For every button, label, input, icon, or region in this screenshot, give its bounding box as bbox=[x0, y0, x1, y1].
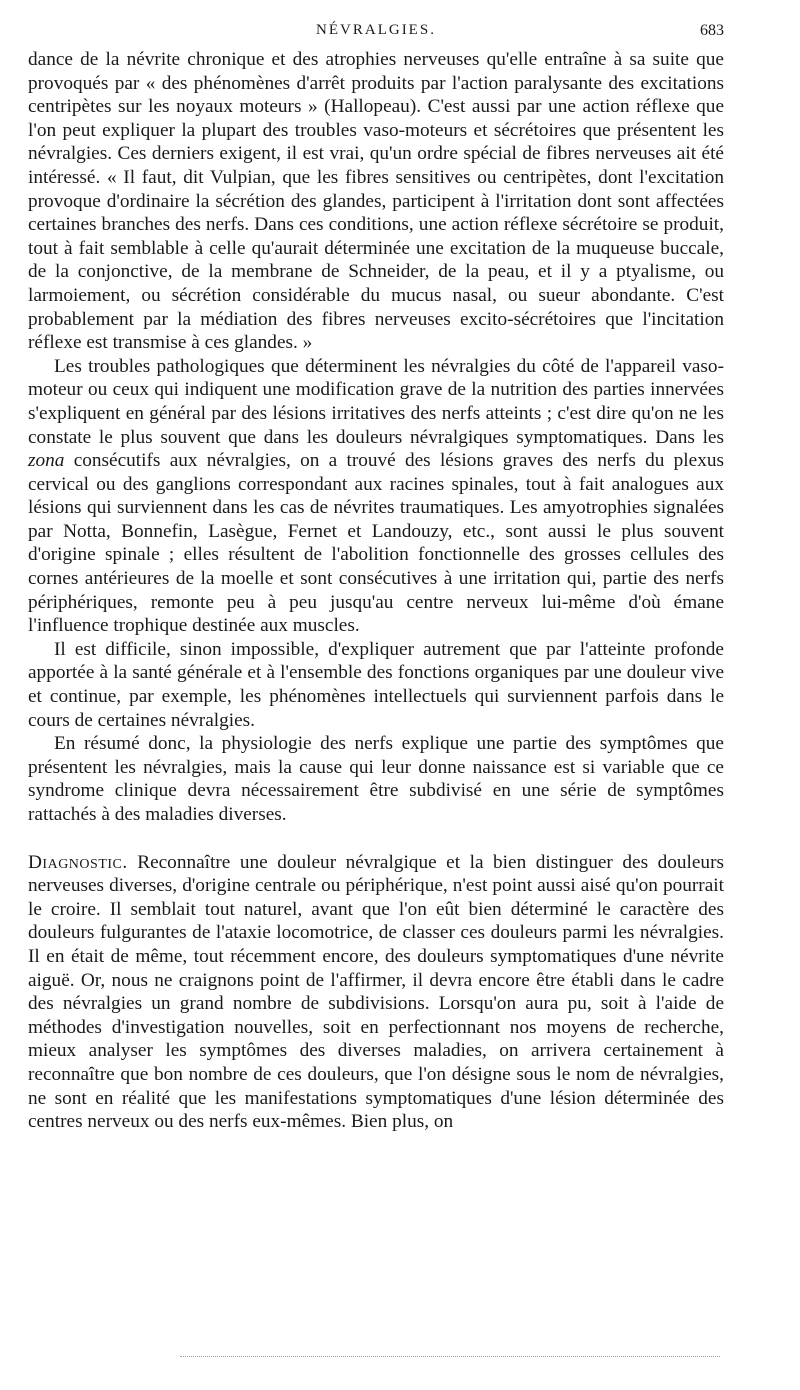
book-page bbox=[28, 22, 724, 1134]
paragraph-2-italic-term: zona bbox=[28, 450, 65, 472]
paragraph-2-text-before: Les troubles pathologiques que déterminent les névralgies du côté de l'appareil vaso-moteur ou ceux qui indiquent une modification grave de la nutrition des parties innervées s'expliquent en général par des lésions irritatives des nerfs atteints ; c'est dire qu'on ne les constate le plus souvent que dans les douleurs névralgiques symptomatiques. Dans les bbox=[28, 355, 724, 448]
diagnostic-heading: Diagnostic. bbox=[28, 851, 128, 873]
diagnostic-text: Reconnaître une douleur névralgique et la bien distinguer des douleurs nerveuses diverses, d'origine centrale ou périphérique, n'est point aussi aisé qu'on pourrait le croire. Il semblait tout naturel, avant que l'on eût bien déterminé le caractère des douleurs fulgurantes de l'ataxie locomotrice, de classer ces douleurs parmi les névralgies. Il en était de même, tout récemment encore, des douleurs symptomatiques d'une névrite aiguë. Or, nous ne craignons point de l'affirmer, il devra encore être établi dans le cadre des névralgies un grand nombre de subdivisions. Lorsqu'on aura pu, soit à l'aide de méthodes d'investigation nouvelles, soit en perfectionnant nos moyens de recherche, mieux analyser les symptômes des diverses maladies, on arrivera certainement à reconnaître que bon nombre de ces douleurs, que l'on désigne sous le nom de névralgies, ne sont en réalité que les manifestations symptomatiques d'une lésion déterminée des centres nerveux ou des nerfs eux-mêmes. Bien plus, on bbox=[28, 851, 724, 1133]
page-header bbox=[28, 22, 724, 48]
page-number: 683 bbox=[700, 22, 724, 39]
paragraph-3: Il est difficile, sinon impossible, d'expliquer autrement que par l'atteinte profonde apportée à la santé générale et à l'ensemble des fonctions organiques par une douleur vive et continue, par exemple, les phénomènes intellectuels qui surviennent parfois dans le cours de certaines névralgies. bbox=[28, 638, 724, 731]
paragraph-1: dance de la névrite chronique et des atrophies nerveuses qu'elle entraîne à sa suite que provoqués par « des phénomènes d'arrêt produits par l'action paralysante des excitations centripètes sur les noyaux moteurs » (Hallopeau). C'est aussi par une action réflexe que l'on peut expliquer la plupart des troubles vaso-moteurs et sécrétoires que présentent les névralgies. Ces derniers exigent, il est vrai, qu'un ordre spécial de fibres nerveuses ait été intéressé. « Il faut, dit Vulpian, que les fibres sensitives ou centripètes, dont l'excitation provoque d'ordinaire la sécrétion des glandes, participent à l'irritation dont sont affectées certaines branches des nerfs. Dans ces conditions, une action réflexe sécrétoire se produit, tout à fait semblable à celle qu'aurait déterminée une excitation de la muqueuse buccale, de la conjonctive, de la membrane de Schneider, de la peau, et il y a ptyalisme, ou larmoiement, ou sécrétion considérable du mucus nasal, ou sueur abondante. C'est probablement par la médiation des fibres nerveuses excito-sécrétoires que l'incitation réflexe est transmise à ces glandes. » bbox=[28, 49, 724, 354]
running-title: NÉVRALGIES. bbox=[316, 22, 436, 38]
paragraph-2-text-after: consécutifs aux névralgies, on a trouvé des lésions graves des nerfs du plexus cervical ou des ganglions correspondant aux racines spinales, tout à fait analogues aux lésions qui surviennent dans les cas de névrites traumatiques. Les amyotrophies signalées par Notta, Bonnefin, Lasègue, Fernet et Landouzy, etc., sont aussi le plus souvent d'origine spinale ; elles résultent de l'abolition fonctionnelle des grosses cellules des cornes antérieures de la moelle et sont consécutives à une irritation qui, partie des nerfs périphériques, remonte peu à peu jusqu'au centre nerveux lui-même d'où émane l'influence trophique destinée aux muscles. bbox=[28, 450, 724, 637]
paragraph-2 bbox=[28, 355, 724, 638]
section-gap bbox=[28, 827, 724, 851]
paragraph-diagnostic bbox=[28, 851, 724, 1134]
paragraph-4: En résumé donc, la physiologie des nerfs explique une partie des symptômes que présentent les névralgies, mais la cause qui leur donne naissance est si variable que ce syndrome clinique devra nécessairement être subdivisé en une série de symptômes rattachés à des maladies diverses. bbox=[28, 733, 724, 825]
footer-dotted-rule bbox=[180, 1356, 720, 1358]
